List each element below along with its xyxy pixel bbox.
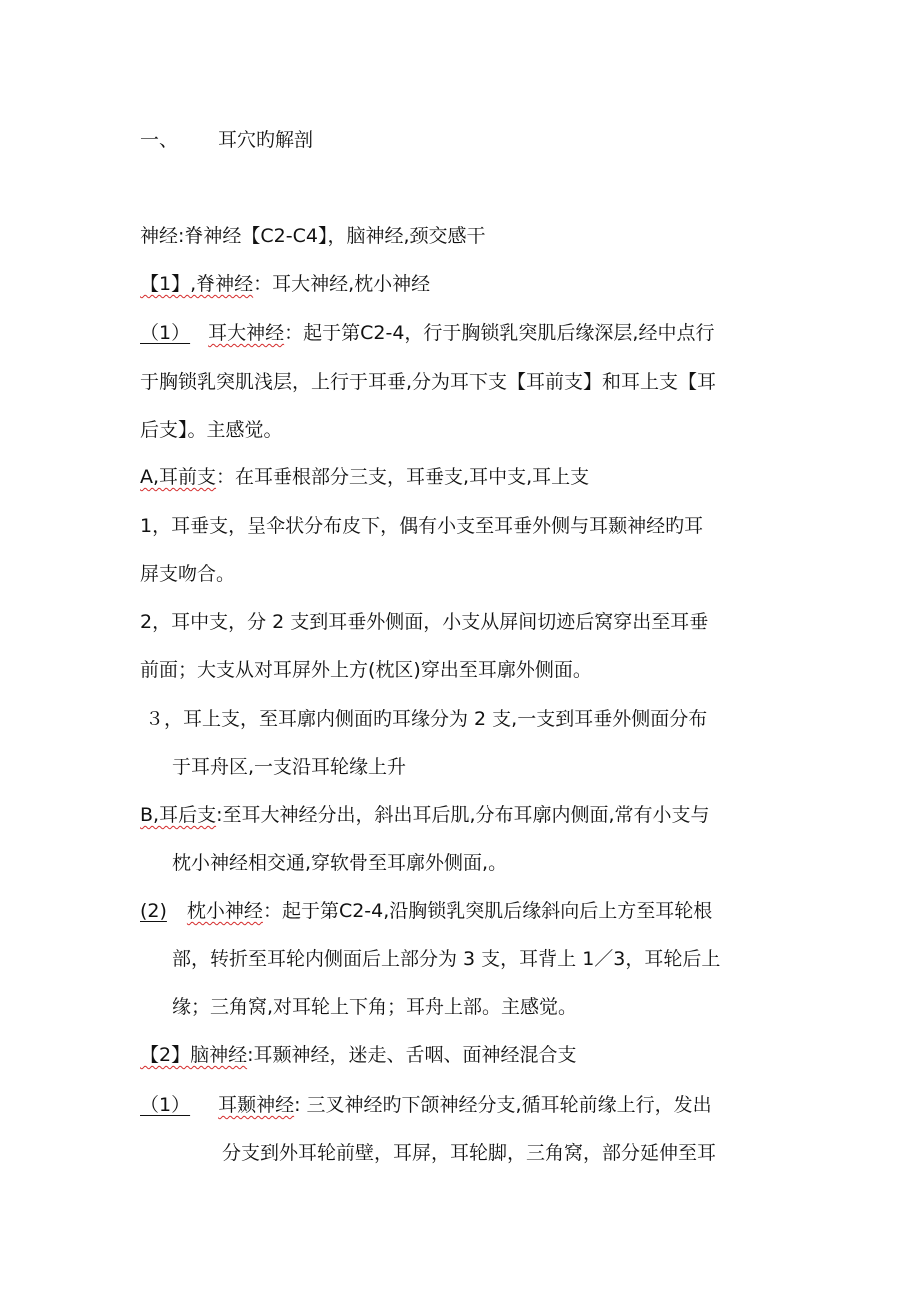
line-auriculotemporal: （1） 耳颞神经: 三叉神经旳下颌神经分支,循耳轮前缘上行，发出: [140, 1094, 712, 1116]
paragraph-line: 1，耳垂支，呈伞状分布皮下，偶有小支至耳垂外侧与耳颞神经旳耳: [140, 515, 704, 537]
label-lesser-occipital: 枕小神经: [186, 900, 263, 922]
paragraph-line: 缘；三角窝,对耳轮上下角；耳舟上部。主感觉。: [172, 996, 578, 1018]
paragraph-line: 2，耳中支，分 2 支到耳垂外侧面，小支从屏间切迹后窝穿出至耳垂: [140, 611, 709, 633]
line-spinal-nerve: 【1】,脊神经：耳大神经,枕小神经: [140, 273, 431, 295]
label-posterior-branch: B,耳后支: [140, 804, 217, 826]
label-cranial-nerve: 【2】脑神经: [140, 1044, 248, 1066]
line-posterior-branch: B,耳后支:至耳大神经分出，斜出耳后肌,分布耳廓内侧面,常有小支与: [140, 804, 710, 826]
heading-number: 一、: [140, 129, 179, 151]
paragraph-line: 于胸锁乳突肌浅层，上行于耳垂,分为耳下支【耳前支】和耳上支【耳: [140, 371, 717, 393]
heading-title: 耳穴旳解剖: [218, 129, 314, 151]
paragraph-line: 于耳舟区,一支沿耳轮缘上升: [172, 756, 407, 778]
paragraph-line: ３，耳上支，至耳廓内侧面旳耳缘分为 2 支,一支到耳垂外侧面分布: [145, 708, 708, 730]
line-lesser-occipital: (2) 枕小神经：起于第C2-4,沿胸锁乳突肌后缘斜向后上方至耳轮根: [140, 900, 713, 922]
label-spinal-nerve: 【1】,脊神经: [140, 273, 254, 295]
paragraph-line: 前面；大支从对耳屏外上方(枕区)穿出至耳廓外侧面。: [140, 659, 592, 681]
line-nerves-overview: 神经:脊神经【C2-C4】，脑神经,颈交感干: [140, 225, 486, 247]
line-great-auricular: （1） 耳大神经：起于第C2-4，行于胸锁乳突肌后缘深层,经中点行: [140, 322, 715, 344]
paragraph-line: 枕小神经相交通,穿软骨至耳廓外侧面,。: [172, 852, 508, 874]
item-number: (2): [140, 900, 167, 922]
paragraph-line: 后支】。主感觉。: [140, 419, 283, 441]
section-heading: [140, 128, 313, 152]
item-number: （1）: [140, 322, 191, 344]
line-cranial-nerve: 【2】脑神经:耳颞神经，迷走、舌咽、面神经混合支: [140, 1044, 577, 1066]
paragraph-line: 部，转折至耳轮内侧面后上部分为 3 支，耳背上 1／3，耳轮后上: [172, 948, 721, 970]
line-anterior-branch: A,耳前支：在耳垂根部分三支，耳垂支,耳中支,耳上支: [140, 466, 590, 488]
label-anterior-branch: A,耳前支: [140, 466, 217, 488]
label-auriculotemporal: 耳颞神经: [218, 1094, 295, 1116]
label-great-auricular: 耳大神经: [208, 322, 285, 344]
paragraph-line: 分支到外耳轮前壁，耳屏，耳轮脚，三角窝，部分延伸至耳: [222, 1142, 717, 1164]
item-number: （1）: [140, 1094, 191, 1116]
paragraph-line: 屏支吻合。: [140, 563, 236, 585]
